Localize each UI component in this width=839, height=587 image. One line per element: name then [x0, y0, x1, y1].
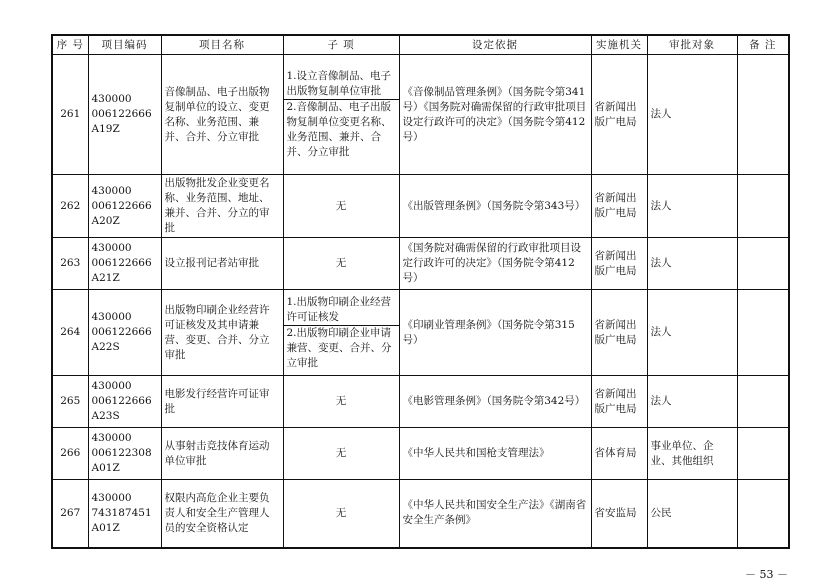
document-page — [51, 34, 788, 549]
approval-items-table — [51, 34, 790, 549]
row-number: 261 — [52, 55, 88, 175]
table-header-row — [52, 35, 789, 55]
agency: 省新闻出版广电局 — [591, 238, 647, 290]
agency: 省安监局 — [591, 480, 647, 548]
sub-item: 1.设立音像制品、电子出版物复制单位审批 — [286, 70, 392, 97]
sub-items — [283, 55, 399, 175]
table-row — [52, 55, 789, 175]
header-target: 审批对象 — [647, 35, 737, 55]
sub-item: 2.音像制品、电子出版物复制单位变更名称、业务范围、兼并、合并、分立审批 — [286, 101, 392, 158]
legal-basis: 《中华人民共和国枪支管理法》 — [399, 428, 591, 480]
table-row — [52, 428, 789, 480]
row-number: 266 — [52, 428, 88, 480]
remark — [737, 428, 789, 480]
header-sub: 子 项 — [283, 35, 399, 55]
row-number: 264 — [52, 290, 88, 376]
remark — [737, 55, 789, 175]
sub-item: 1.出版物印刷企业经营许可证核发 — [286, 295, 392, 323]
agency: 省新闻出版广电局 — [591, 175, 647, 238]
agency: 省新闻出版广电局 — [591, 290, 647, 376]
approval-target: 事业单位、企业、其他组织 — [647, 428, 737, 480]
item-code: 430000 006122308 A01Z — [88, 428, 161, 480]
header-no: 序 号 — [52, 35, 88, 55]
header-remark: 备 注 — [737, 35, 789, 55]
approval-target: 法人 — [647, 175, 737, 238]
sub-items: 无 — [283, 428, 399, 480]
header-code: 项目编码 — [88, 35, 161, 55]
approval-target: 法人 — [647, 55, 737, 175]
sub-items: 无 — [283, 376, 399, 428]
approval-target: 法人 — [647, 376, 737, 428]
approval-target: 公民 — [647, 480, 737, 548]
item-code: 430000 006122666 A19Z — [88, 55, 161, 175]
legal-basis: 《音像制品管理条例》（国务院令第341号）《国务院对确需保留的行政审批项目设定行政许可的决定》（国务院令第412号） — [399, 55, 591, 175]
item-name: 出版物印刷企业经营许可证核发及其申请兼营、变更、合并、分立审批 — [161, 290, 283, 376]
table-row — [52, 376, 789, 428]
item-name: 从事射击竞技体育运动单位审批 — [161, 428, 283, 480]
table-row — [52, 175, 789, 238]
remark — [737, 480, 789, 548]
remark — [737, 238, 789, 290]
item-code: 430000 743187451 A01Z — [88, 480, 161, 548]
sub-items: 无 — [283, 480, 399, 548]
row-number: 263 — [52, 238, 88, 290]
sub-items: 无 — [283, 238, 399, 290]
table-row — [52, 238, 789, 290]
page-number: － 53 － — [745, 568, 788, 581]
item-name: 权限内高危企业主要负责人和安全生产管理人员的安全资格认定 — [161, 480, 283, 548]
table-row — [52, 290, 789, 376]
item-name: 设立报刊记者站审批 — [161, 238, 283, 290]
item-name: 音像制品、电子出版物复制单位的设立、变更名称、业务范围、兼并、合并、分立审批 — [161, 55, 283, 175]
row-number: 265 — [52, 376, 88, 428]
item-code: 430000 006122666 A22S — [88, 290, 161, 376]
header-agency: 实施机关 — [591, 35, 647, 55]
legal-basis: 《印刷业管理条例》（国务院令第315号） — [399, 290, 591, 376]
header-name: 项目名称 — [161, 35, 283, 55]
remark — [737, 175, 789, 238]
row-number: 262 — [52, 175, 88, 238]
remark — [737, 376, 789, 428]
table-row — [52, 480, 789, 548]
legal-basis: 《电影管理条例》（国务院令第342号） — [399, 376, 591, 428]
legal-basis: 《中华人民共和国安全生产法》《湖南省安全生产条例》 — [399, 480, 591, 548]
legal-basis: 《出版管理条例》（国务院令第343号） — [399, 175, 591, 238]
agency: 省新闻出版广电局 — [591, 376, 647, 428]
approval-target: 法人 — [647, 238, 737, 290]
legal-basis: 《国务院对确需保留的行政审批项目设定行政许可的决定》（国务院令第412号） — [399, 238, 591, 290]
approval-target: 法人 — [647, 290, 737, 376]
sub-items: 无 — [283, 175, 399, 238]
remark — [737, 290, 789, 376]
agency: 省体育局 — [591, 428, 647, 480]
item-code: 430000 006122666 A20Z — [88, 175, 161, 238]
sub-items — [283, 290, 399, 376]
header-basis: 设定依据 — [399, 35, 591, 55]
item-name: 电影发行经营许可证审批 — [161, 376, 283, 428]
agency: 省新闻出版广电局 — [591, 55, 647, 175]
sub-item: 2.出版物印刷企业申请兼营、变更、合并、分立审批 — [286, 326, 392, 369]
item-code: 430000 006122666 A21Z — [88, 238, 161, 290]
item-code: 430000 006122666 A23S — [88, 376, 161, 428]
row-number: 267 — [52, 480, 88, 548]
item-name: 出版物批发企业变更名称、业务范围、地址、兼并、合并、分立的审批 — [161, 175, 283, 238]
